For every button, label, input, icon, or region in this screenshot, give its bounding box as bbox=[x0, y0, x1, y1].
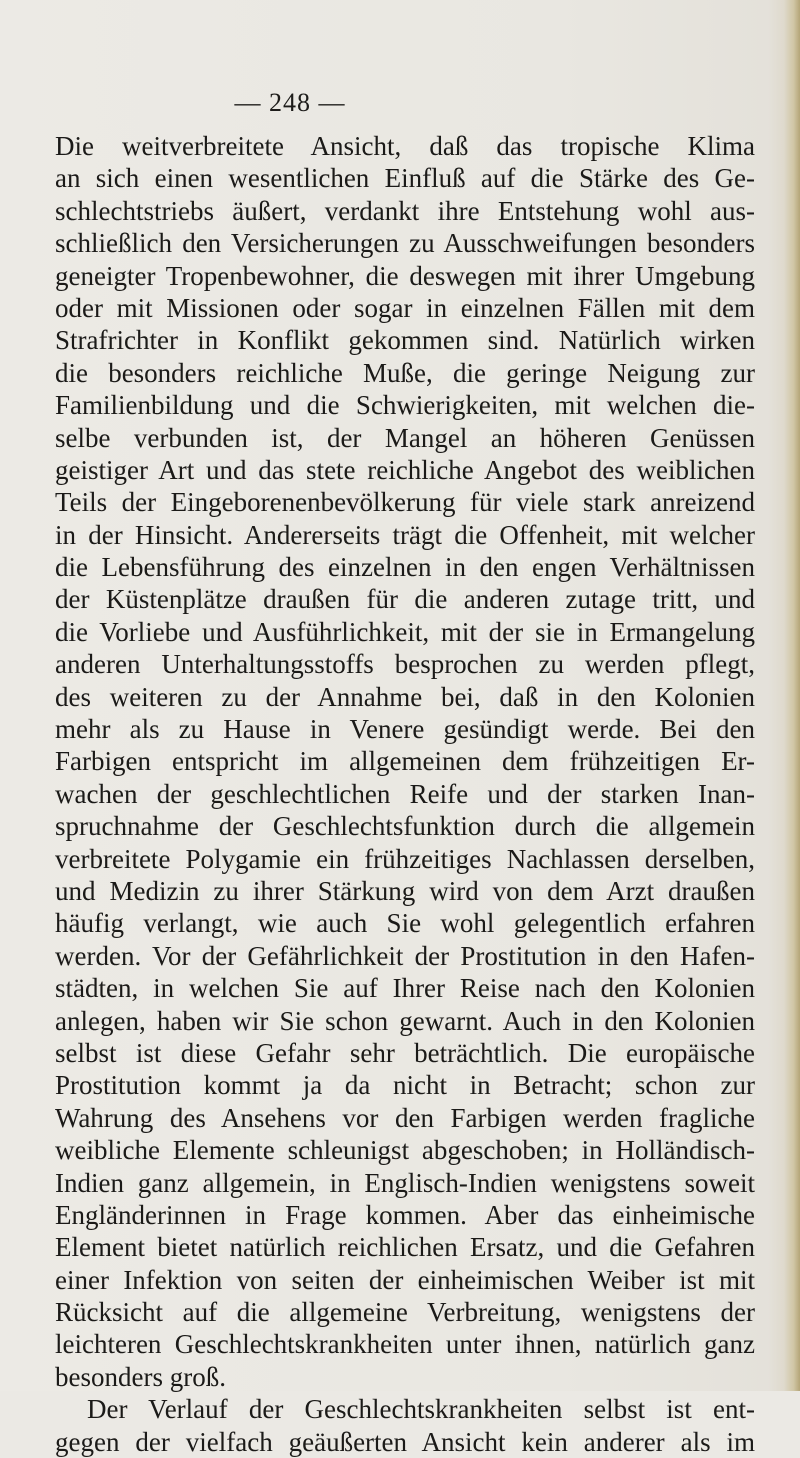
text-line: des weiteren zu der Annahme bei, daß in den Kolonien bbox=[55, 681, 755, 712]
text-line: die Vorliebe und Ausführlichkeit, mit der sie in Ermangelung bbox=[55, 616, 755, 647]
text-line: an sich einen wesentlichen Einfluß auf die Stärke des Ge- bbox=[55, 163, 755, 194]
text-line: verbreitete Polygamie ein frühzeitiges Nachlassen derselben, bbox=[55, 843, 755, 874]
text-line: häufig verlangt, wie auch Sie wohl gelegentlich erfahren bbox=[55, 908, 755, 939]
text-line: Element bietet natürlich reichlichen Ersatz, und die Gefahren bbox=[55, 1232, 755, 1263]
text-line: Indien ganz allgemein, in Englisch-Indien wenigstens soweit bbox=[55, 1167, 755, 1198]
text-line: Die weitverbreitete Ansicht, daß das tropische Klima bbox=[55, 131, 755, 161]
text-line: gegen der vielfach geäußerten Ansicht kein anderer als im bbox=[55, 1426, 755, 1457]
text-line: weibliche Elemente schleunigst abgeschoben; in Holländisch- bbox=[55, 1135, 755, 1166]
text-line: einer Infektion von seiten der einheimischen Weiber ist mit bbox=[55, 1264, 755, 1295]
text-line: geistiger Art und das stete reichliche Angebot des weiblichen bbox=[55, 454, 755, 485]
text-line: werden. Vor der Gefährlichkeit der Prostitution in den Hafen- bbox=[55, 940, 755, 971]
text-line: Prostitution kommt ja da nicht in Betracht; schon zur bbox=[55, 1070, 755, 1101]
text-line: Wahrung des Ansehens vor den Farbigen werden fragliche bbox=[55, 1102, 755, 1133]
text-line: wachen der geschlechtlichen Reife und der starken Inan- bbox=[55, 778, 755, 809]
text-line: mehr als zu Hause in Venere gesündigt werde. Bei den bbox=[55, 714, 755, 745]
text-line: anderen Unterhaltungsstoffs besprochen zu werden pflegt, bbox=[55, 649, 755, 680]
text-line: städten, in welchen Sie auf Ihrer Reise nach den Kolonien bbox=[55, 973, 755, 1004]
text-line: spruchnahme der Geschlechtsfunktion durch die allgemein bbox=[55, 811, 755, 842]
text-line: die Lebensführung des einzelnen in den engen Verhältnissen bbox=[55, 552, 755, 583]
text-line: Strafrichter in Konflikt gekommen sind. Natürlich wirken bbox=[55, 325, 755, 356]
text-line: Familienbildung und die Schwierigkeiten, mit welchen die- bbox=[55, 390, 755, 421]
page-edge-shadow bbox=[784, 0, 800, 1391]
text-line: selbe verbunden ist, der Mangel an höheren Genüssen bbox=[55, 422, 755, 453]
text-line: geneigter Tropenbewohner, die deswegen mit ihrer Umgebung bbox=[55, 260, 755, 291]
text-line: Rücksicht auf die allgemeine Verbreitung, wenigstens der bbox=[55, 1297, 755, 1328]
text-line: und Medizin zu ihrer Stärkung wird von dem Arzt draußen bbox=[55, 875, 755, 906]
text-line: oder mit Missionen oder sogar in einzelnen Fällen mit dem bbox=[55, 292, 755, 323]
text-line: schließlich den Versicherungen zu Ausschweifungen besonders bbox=[55, 228, 755, 259]
text-line: selbst ist diese Gefahr sehr beträchtlich. Die europäische bbox=[55, 1037, 755, 1068]
text-line: anlegen, haben wir Sie schon gewarnt. Auch in den Kolonien bbox=[55, 1005, 755, 1036]
text-line: schlechtstriebs äußert, verdankt ihre Entstehung wohl aus- bbox=[55, 195, 755, 226]
text-line: Der Verlauf der Geschlechtskrankheiten selbst ist ent- bbox=[87, 1394, 755, 1425]
text-line: die besonders reichliche Muße, die geringe Neigung zur bbox=[55, 357, 755, 388]
text-line: Engländerinnen in Frage kommen. Aber das einheimische bbox=[55, 1199, 755, 1230]
text-line: besonders groß. bbox=[55, 1361, 226, 1392]
text-line: Teils der Eingeborenenbevölkerung für viele stark anreizend bbox=[55, 487, 755, 518]
text-line: in der Hinsicht. Andererseits trägt die Offenheit, mit welcher bbox=[55, 519, 755, 550]
text-line: leichteren Geschlechtskrankheiten unter ihnen, natürlich ganz bbox=[55, 1329, 755, 1360]
body-text bbox=[55, 130, 755, 1458]
text-line: Farbigen entspricht im allgemeinen dem frühzeitigen Er- bbox=[55, 746, 755, 777]
text-line: der Küstenplätze draußen für die anderen zutage tritt, und bbox=[55, 584, 755, 615]
page-number: — 248 — bbox=[234, 88, 346, 117]
